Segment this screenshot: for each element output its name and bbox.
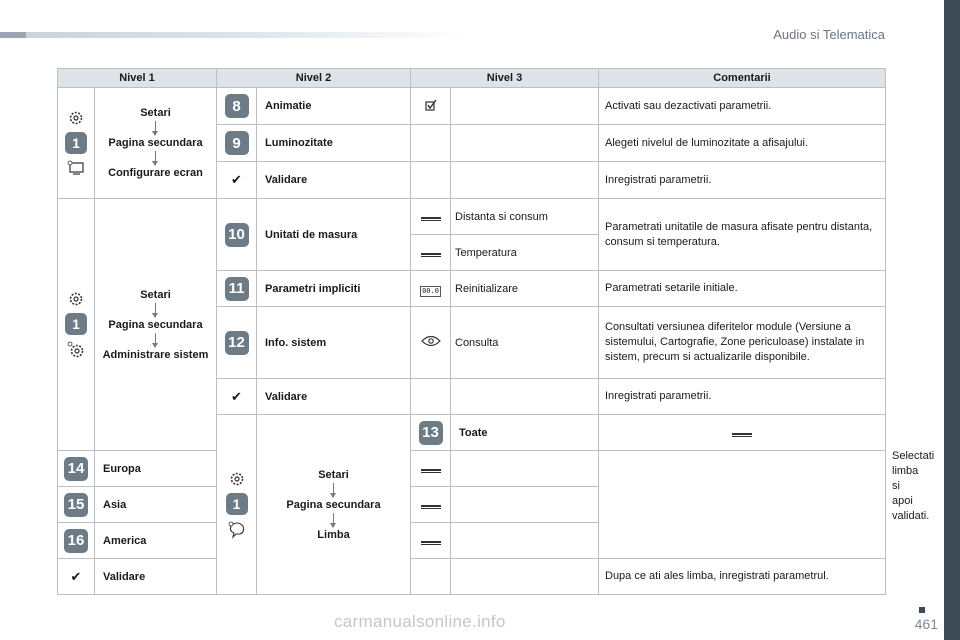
level-badge: 1: [65, 313, 87, 335]
icon-cell: [411, 235, 451, 271]
level1-icons-cell: [58, 199, 95, 451]
header-nivel-1: Nivel 1: [58, 69, 217, 88]
icon-cell: [599, 415, 886, 451]
icon-cell: [411, 125, 451, 162]
number-badge: 13: [419, 421, 443, 445]
path-step: Pagina secundara: [108, 318, 203, 331]
right-edge-bar: [944, 0, 960, 640]
level2-label: Luminozitate: [257, 125, 411, 162]
eye-icon: [421, 335, 441, 347]
level3-label: [451, 125, 599, 162]
comment-cell: Activati sau dezactivati parametrii.: [599, 88, 886, 125]
bar-icon: [421, 217, 441, 221]
level3-label: [451, 379, 599, 415]
table-row: [58, 199, 886, 235]
number-cell: [58, 523, 95, 559]
path-step: Pagina secundara: [108, 137, 203, 149]
comment-cell: Parametrati setarile initiale.: [599, 271, 886, 307]
level3-label: Reinitializare: [451, 271, 599, 307]
number-badge: 11: [225, 277, 249, 301]
level2-label: America: [95, 523, 217, 559]
icon-cell: [411, 487, 451, 523]
level3-label: [451, 162, 599, 199]
down-arrow-icon: [333, 513, 334, 527]
path-step: Setari: [140, 288, 171, 301]
bar-icon: [421, 541, 441, 545]
level1-icons-cell: [217, 415, 257, 595]
path-step: Setari: [318, 468, 349, 481]
menu-path-cell: [95, 88, 217, 199]
bar-icon: [421, 253, 441, 257]
check-icon: ✔: [70, 568, 82, 584]
header-nivel-3: Nivel 3: [411, 69, 599, 88]
comment-cell: Alegeti nivelul de luminozitate a afisajului.: [599, 125, 886, 162]
watermark: carmanualsonline.info: [334, 612, 506, 631]
number-cell: [217, 125, 257, 162]
icon-cell: [411, 199, 451, 235]
check-icon: ✔: [231, 172, 242, 187]
level1-icons-cell: [58, 88, 95, 199]
table-row: [58, 451, 886, 487]
number-cell: [58, 487, 95, 523]
comment-cell: Inregistrati parametrii.: [599, 379, 886, 415]
display-settings-icon: [67, 160, 85, 176]
number-cell: [411, 415, 451, 451]
path-step: Setari: [140, 107, 171, 119]
level3-label: [451, 88, 599, 125]
bar-icon: [732, 433, 752, 437]
number-badge: 16: [64, 529, 88, 553]
level3-label: Distanta si consum: [451, 199, 599, 235]
number-cell: [217, 199, 257, 271]
level2-label: Europa: [95, 451, 217, 487]
reset-icon: 00.0: [422, 286, 439, 295]
table-row: [58, 487, 886, 523]
gear-icon: [68, 291, 84, 307]
number-cell: [217, 271, 257, 307]
comment-cell: Dupa ce ati ales limba, inregistrati parametrul.: [599, 559, 886, 595]
number-badge: 15: [64, 493, 88, 517]
number-cell: [58, 451, 95, 487]
icon-cell: [411, 162, 451, 199]
comment-cell: Parametrati unitatile de masura afisate pentru distanta, consum si temperatura.: [599, 199, 886, 271]
level2-label: Unitati de masura: [257, 199, 411, 271]
table-row: 1 Setari Pagina secundara Limba 13 Toate Selectati limba si apoi validati.: [58, 415, 886, 451]
level3-cell: [451, 451, 599, 487]
comment-cell: Inregistrati parametrii.: [599, 162, 886, 199]
down-arrow-icon: [155, 303, 156, 317]
bar-icon: [421, 505, 441, 509]
level3-cell: [451, 487, 599, 523]
number-badge: 14: [64, 457, 88, 481]
check-icon: ✔: [231, 388, 242, 404]
level3-label: [451, 559, 599, 595]
system-settings-icon: [67, 341, 85, 359]
bar-icon: [421, 469, 441, 473]
number-badge: 12: [225, 331, 249, 355]
level2-label: Animatie: [257, 88, 411, 125]
page-header-title: Audio si Telematica: [773, 27, 885, 42]
header-decor-accent: [0, 32, 26, 38]
table-header-row: [58, 69, 886, 88]
level3-label: Consulta: [451, 307, 599, 379]
table-row: [58, 88, 886, 125]
header-decor-bar: [0, 32, 470, 38]
header-nivel-2: Nivel 2: [217, 69, 411, 88]
level3-label: Temperatura: [451, 235, 599, 271]
down-arrow-icon: [155, 121, 156, 135]
number-badge: 10: [225, 223, 249, 247]
menu-path-cell: [257, 415, 411, 595]
path-step: Administrare sistem: [102, 348, 209, 361]
check-icon-cell: [217, 162, 257, 199]
level2-label: Toate: [451, 415, 599, 451]
comment-cell: Consultati versiunea diferitelor module (Versiune a sistemului, Cartografie, Zone periculoase) instalate in sistem, precum si actualizarile disponibile.: [599, 307, 886, 379]
table-row: [58, 523, 886, 559]
icon-cell: [411, 559, 451, 595]
down-arrow-icon: [155, 151, 156, 165]
level2-label: Validare: [95, 559, 217, 595]
number-cell: [217, 88, 257, 125]
level2-label: Info. sistem: [257, 307, 411, 379]
page-marker: [919, 607, 925, 613]
level3-cell: [451, 523, 599, 559]
header-comentarii: Comentarii: [599, 69, 886, 88]
path-step: Limba: [317, 528, 350, 541]
icon-cell: [411, 379, 451, 415]
page-number: 461: [914, 616, 938, 632]
icon-cell: [411, 451, 451, 487]
number-cell: [217, 307, 257, 379]
level2-label: Parametri impliciti: [257, 271, 411, 307]
level2-label: Validare: [257, 162, 411, 199]
number-badge: 9: [225, 131, 249, 155]
gear-icon: [68, 110, 84, 126]
icon-cell: [411, 523, 451, 559]
down-arrow-icon: [155, 333, 156, 347]
path-step: Pagina secundara: [286, 498, 381, 511]
down-arrow-icon: [333, 483, 334, 497]
check-icon-cell: [58, 559, 95, 595]
level2-label: Validare: [257, 379, 411, 415]
language-settings-icon: [228, 521, 246, 539]
icon-cell: [411, 271, 451, 307]
table-row: [58, 559, 886, 595]
check-icon-cell: [217, 379, 257, 415]
settings-table: [57, 68, 935, 595]
icon-cell: [411, 307, 451, 379]
level-badge: 1: [226, 493, 248, 515]
number-badge: 8: [225, 94, 249, 118]
level-badge: 1: [65, 132, 87, 154]
menu-path-cell: [95, 199, 217, 451]
gear-icon: [229, 471, 245, 487]
level2-label: Asia: [95, 487, 217, 523]
path-step: Configurare ecran: [108, 167, 203, 179]
checkbox-icon: [425, 99, 437, 111]
icon-cell: [411, 88, 451, 125]
